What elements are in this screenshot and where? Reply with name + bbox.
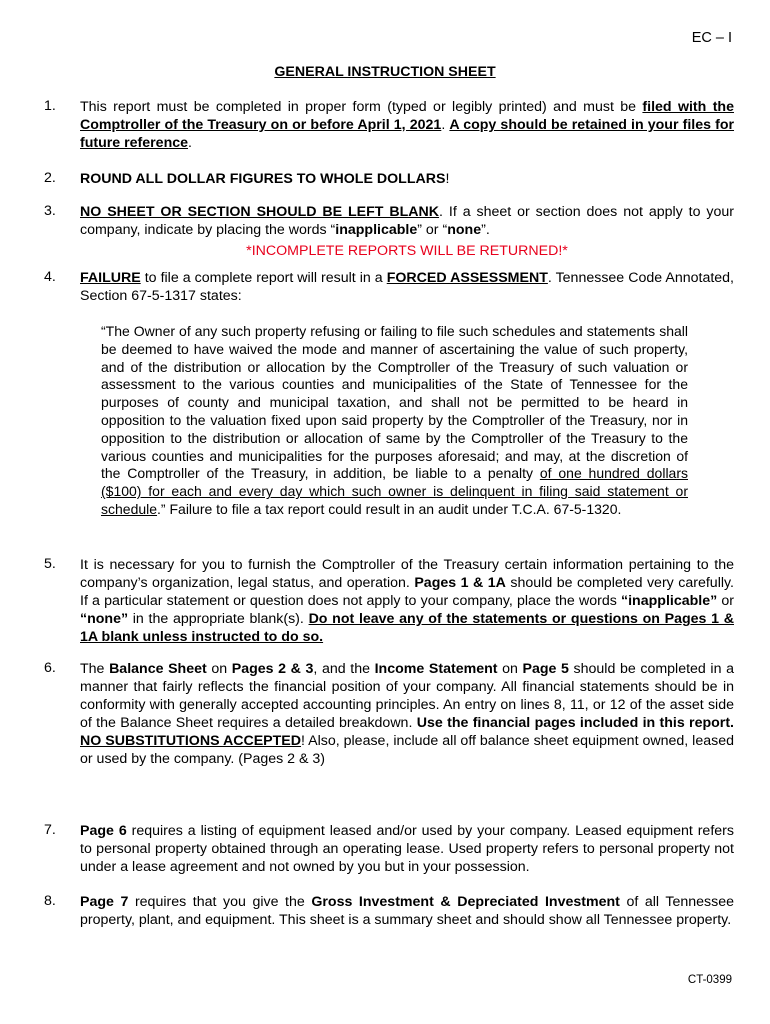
no-blank-text: NO SHEET OR SECTION SHOULD BE LEFT BLANK <box>80 204 440 220</box>
deadline-text: filed with the Comptroller of the Treasury on or before April 1, 2021 <box>80 99 734 133</box>
item-text <box>80 822 734 876</box>
item-number: 2. <box>44 170 56 186</box>
text-run: Page 7 <box>80 894 129 910</box>
text-run: . If a sheet or section does not apply to your company, indicate by placing the words “ <box>80 204 734 238</box>
text-run: on <box>206 661 232 677</box>
item-text <box>80 98 734 152</box>
text-run: Balance Sheet <box>109 661 207 677</box>
text-run: , and the <box>313 661 375 677</box>
item-text <box>80 203 734 239</box>
incomplete-warning: *INCOMPLETE REPORTS WILL BE RETURNED!* <box>246 243 568 259</box>
item-text <box>80 170 734 188</box>
text-run: ” or “ <box>417 222 448 238</box>
item-text <box>80 660 734 768</box>
text-run: should be completed in a manner that fairly reflects the financial position of your company. All financial statements should be in conformity with generally accepted accounting principles. An entry on lines 8, 11, or 12 of the asset side of the Balance Sheet requires a detailed breakdown. <box>80 661 734 731</box>
text-run: inapplicable <box>335 222 418 238</box>
no-substitutions-text: NO SUBSTITUTIONS ACCEPTED <box>80 733 302 749</box>
text-run: . Tennessee Code Annotated, Section 67-5-1317 states: <box>80 270 735 304</box>
text-run: should be completed very carefully. If a particular statement or question does not apply to your company, place the words <box>80 575 734 609</box>
text-run: Pages 1 & 1A <box>414 575 506 591</box>
text-run: Income Statement <box>374 661 498 677</box>
text-run: requires a listing of equipment leased and/or used by your company. Leased equipment refers to personal property obtained through an operating lease. Used property refers to personal property not under a lease agreement and not owned by you but in your possession. <box>80 823 734 875</box>
item-text <box>80 269 734 305</box>
round-dollars-text: ROUND ALL DOLLAR FIGURES TO WHOLE DOLLARS <box>80 171 446 187</box>
do-not-leave-blank-text: Do not leave any of the statements or questions on Pages 1 & 1A blank unless instructed to do so. <box>80 611 734 645</box>
forced-assessment-text: FORCED ASSESSMENT <box>386 270 548 286</box>
footer-code: CT-0399 <box>687 974 732 986</box>
text-run: Page 5 <box>522 661 569 677</box>
item-number: 5. <box>44 556 56 572</box>
text-run: ! <box>445 171 450 187</box>
form-code: EC – I <box>691 30 732 46</box>
text-run: ! Also, please, include all off balance sheet equipment owned, leased or used by the company. (Pages 2 & 3) <box>80 733 734 767</box>
text-run: requires that you give the <box>128 894 312 910</box>
text-run: to file a complete report will result in a <box>140 270 387 286</box>
text-run: The <box>80 661 110 677</box>
text-run: Pages 2 & 3 <box>231 661 314 677</box>
item-number: 8. <box>44 893 56 909</box>
text-run: It is necessary for you to furnish the Comptroller of the Treasury certain information pertaining to the company’s organization, legal status, and operation. <box>80 557 734 591</box>
text-run: . <box>188 135 192 151</box>
text-run: This report must be completed in proper form (typed or legibly printed) and must be <box>80 99 643 115</box>
text-run: of all Tennessee property, plant, and equipment. This sheet is a summary sheet and should show all Tennessee property. <box>80 894 734 928</box>
text-run: in the appropriate blank(s). <box>128 611 309 627</box>
text-run: none <box>447 222 482 238</box>
item-text <box>80 893 734 929</box>
text-run: Gross Investment & Depreciated Investment <box>311 894 620 910</box>
text-run: “inapplicable” <box>621 593 718 609</box>
text-run: or <box>717 593 734 609</box>
item-number: 4. <box>44 269 56 285</box>
text-run: Page 6 <box>80 823 127 839</box>
item-number: 1. <box>44 98 56 114</box>
item-text <box>80 556 734 646</box>
text-run: Use the financial pages included in this report. <box>416 715 734 731</box>
text-run: . <box>441 117 450 133</box>
statute-quote <box>101 323 688 519</box>
text-run: “none” <box>80 611 129 627</box>
item-number: 6. <box>44 660 56 676</box>
text-run: .” Failure to file a tax report could result in an audit under T.C.A. 67-5-1320. <box>157 500 622 517</box>
text-run: “The Owner of any such property refusing or failing to file such schedules and statements shall be deemed to have waived the mode and manner of ascertaining the value of such property, and of the distribution or allocation by the Comptroller of the Treasury of such valuation or assessment to the various counties and municipalities of the State of Tennessee for the purposes of county and municipal taxation, and shall not be permitted to be heard in opposition to the valuation fixed upon said property by the Comptroller of the Treasury, nor in opposition to the distribution or allocation of same by the Comptroller of the Treasury to the various counties and municipalities for the purposes aforesaid; and may, at the discretion of the Comptroller of the Treasury, in addition, be liable to a penalty <box>101 323 688 482</box>
item-number: 7. <box>44 822 56 838</box>
text-run: ”. <box>481 222 490 238</box>
failure-text: FAILURE <box>80 270 141 286</box>
text-run: on <box>497 661 523 677</box>
retain-copy-text: A copy should be retained in your files for future reference <box>80 117 735 151</box>
item-number: 3. <box>44 203 56 219</box>
penalty-text: of one hundred dollars ($100) for each and every day which such owner is delinquent in filing said statement or schedule <box>101 465 689 517</box>
page-title: GENERAL INSTRUCTION SHEET <box>274 64 496 80</box>
